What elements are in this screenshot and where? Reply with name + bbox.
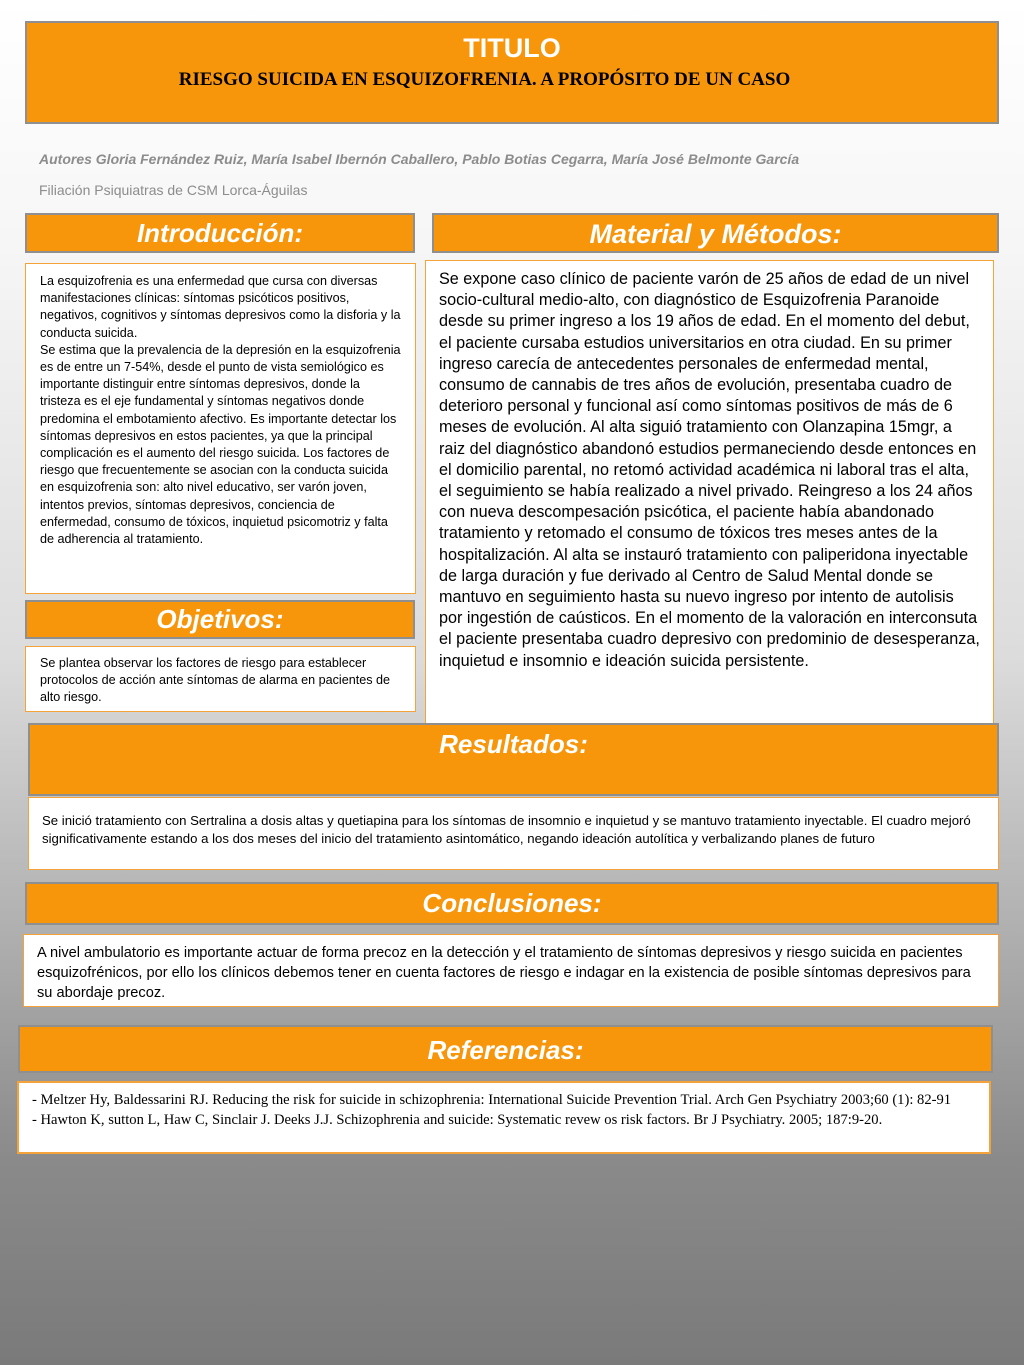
affiliation-line: Filiación Psiquiatras de CSM Lorca-Águilas	[39, 182, 308, 198]
conclusiones-heading: Conclusiones:	[422, 888, 602, 918]
title-banner	[25, 21, 999, 124]
introduccion-heading: Introducción:	[136, 218, 304, 248]
reference-item: - Meltzer Hy, Baldessarini RJ. Reducing the risk for suicide in schizophrenia: International Suicide Prevention Trial. Arch Gen Psychiatry 2003;60 (1): 82-91	[32, 1092, 952, 1108]
resultados-text: Se inició tratamiento con Sertralina a dosis altas y quetiapina para los síntomas de insomnio e inquietud y se mantuvo tratamiento inyectable. El cuadro mejoró significativamente estando a los dos meses del inicio del tratamiento asintomático, negando ideación autolítica y verbalizando planes de futuro	[42, 813, 971, 847]
referencias-body	[17, 1081, 991, 1154]
authors-line: Autores Gloria Fernández Ruiz, María Isabel Ibernón Caballero, Pablo Botias Cegarra, María José Belmonte García	[39, 151, 800, 167]
conclusiones-header	[25, 882, 999, 925]
material-body	[425, 260, 994, 730]
introduccion-header	[25, 213, 415, 253]
introduccion-text: La esquizofrenia es una enfermedad que cursa con diversas manifestaciones clínicas: síntomas psicóticos positivos, negativos, cognitivos y síntomas depresivos como la disforia y la conducta suicida. Se estima que la prevalencia de la depresión en la esquizofrenia es de entre un 7-54%, desde el punto de vista semiológico es importante distinguir entre síntomas depresivos, donde la tristeza es el eje fundamental y síntomas negativos donde predomina el embotamiento afectivo. Es importante detectar los síntomas depresivos en estos pacientes, ya que la principal complicación es el aumento del riesgo suicida. Los factores de riesgo que frecuentemente se asocian con la conducta suicida en esquizofrenia son: alto nivel educativo, ser varón joven, intentos previos, síntomas depresivos, conciencia de enfermedad, consumo de tóxicos, inquietud psicomotriz y falta de adherencia al tratamiento.	[40, 274, 401, 547]
reference-item: - Hawton K, sutton L, Haw C, Sinclair J. Deeks J.J. Schizophrenia and suicide: Systematic revew os risk factors. Br J Psychiatry. 2005; 187:9-20.	[32, 1111, 883, 1128]
resultados-header	[28, 723, 999, 796]
objetivos-body	[25, 646, 416, 712]
poster-title: RIESGO SUICIDA EN ESQUIZOFRENIA. A PROPÓSITO DE UN CASO	[178, 69, 791, 90]
poster-heading: TITULO	[463, 33, 561, 63]
material-heading: Material y Métodos:	[589, 219, 842, 249]
objetivos-header	[25, 600, 415, 639]
referencias-header	[18, 1025, 993, 1073]
referencias-heading: Referencias:	[427, 1035, 584, 1065]
material-header	[432, 213, 999, 253]
objetivos-heading: Objetivos:	[156, 604, 284, 634]
introduccion-body	[25, 263, 416, 594]
material-text: Se expone caso clínico de paciente varón de 25 años de edad de un nivel socio-cultural medio-alto, con diagnóstico de Esquizofrenia Paranoide desde su primer ingreso a los 19 años de edad. En el momento del debut, el paciente cursaba estudios universitarios en otra ciudad. En su primer ingreso carecía de antecedentes personales de enfermedad mental, consumo de cannabis de tres años de evolución, presentaba cuadro de deterioro personal y funcional así como síntomas positivos de más de 6 meses de evolución. Al alta siguió tratamiento con Olanzapina 15mgr, a raiz del diagnóstico abandonó estudios permaneciendo desde entonces en el domicilio parental, no retomó actividad académica ni laboral tras el alta, el seguimiento se había realizado a nivel privado. Reingreso a los 24 años con nueva descompesación psicótica, el paciente había abandonado tratamiento y retomado el consumo de tóxicos tres meses antes de la hospitalización. Al alta se instauró tratamiento con paliperidona inyectable de larga duración y fue derivado al Centro de Salud Mental donde se mantuvo en seguimiento hasta su nuevo ingreso por intento de autolisis por ingestión de caústicos. En el momento de la valoración en interconsuta el paciente presentaba cuadro depresivo con predominio de desesperanza, inquietud e insomnio e ideación suicida persistente.	[439, 270, 980, 670]
resultados-body	[28, 797, 999, 870]
resultados-heading: Resultados:	[439, 729, 588, 759]
conclusiones-body	[23, 934, 999, 1007]
objetivos-text: Se plantea observar los factores de riesgo para establecer protocolos de acción ante síntomas de alarma en pacientes de alto riesgo.	[40, 656, 391, 705]
conclusiones-text: A nivel ambulatorio es importante actuar de forma precoz en la detección y el tratamiento de síntomas depresivos y riesgo suicida en pacientes esquizofrénicos, por ello los clínicos debemos tener en cuenta factores de riesgo e indagar en la existencia de posible síntomas depresivos para su abordaje precoz.	[37, 945, 971, 1001]
